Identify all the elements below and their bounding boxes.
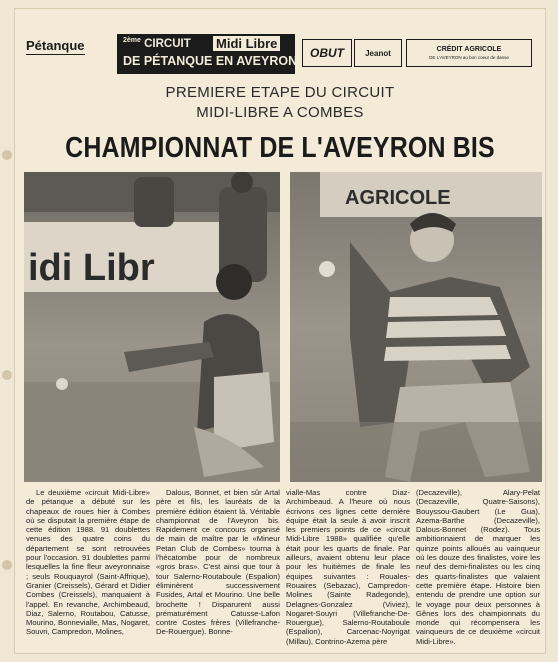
- article-column-4: [416, 488, 540, 646]
- photo-left-player: [24, 172, 280, 482]
- article-paragraph: Le deuxième «circuit Midi-Libre» de pétanque a débuté sur les chapeaux de roues hier à Combes où se disputait la première étape de cette édition 1988. 91 doublettes venues des quatre coins du département se sont retrouvées pour l'occasion. 91 doublettes parmi lesquelles la fine fleur aveyronnaise ; seuls Rouquayrol (Saint-Affrique), Granier (Creissels), Gérard et Didier Combes (Creissels), manquaient à l'appel. En revanche, Archimbeaud, Diaz, Salerno, Routabou, Catusse, Mourino, Bonnevialle, Mas, Nogaret, Souvri, Campredon, Molines,: [26, 488, 150, 637]
- sponsor-obut-logo: OBUT: [302, 39, 352, 67]
- photo-banner-text: AGRICOLE: [345, 187, 451, 209]
- credit-agricole-name: CRÉDIT AGRICOLE: [436, 46, 502, 53]
- photo-banner-text: idi Libr: [28, 247, 155, 289]
- headline: CHAMPIONNAT DE L'AVEYRON BIS: [65, 132, 495, 164]
- punch-hole: [2, 560, 12, 570]
- punch-hole: [2, 150, 12, 160]
- banner-ordinal: 2ème: [123, 37, 141, 44]
- banner-brand: Midi Libre: [213, 36, 280, 51]
- punch-hole: [2, 370, 12, 380]
- article-paragraph: Dalous, Bonnet, et bien sûr Artal père et fils, les lauréats de la première édition étaient là. Véritable championnat de l'Aveyron bis. Rapidement ce concours organisé de main de maître par le «Mineur Petan Club de Combes» tourna à l'hécatombe pour de nombreux «gros bras». C'est ainsi que tour à tour Salerno-Routaboule (Espalion) éliminèrent successivement Fusides, Artal et Mourino. Une belle brochette ! Disparurent aussi prématurément Catusse-Lafon contre Costes frères (Villefranche-De-Rouergue). Bonne-: [156, 488, 280, 637]
- subtitle-line2: MIDI-LIBRE A COMBES: [196, 104, 364, 121]
- banner-line1: [123, 37, 191, 50]
- photo-right-player: [290, 172, 542, 482]
- article-paragraph: (Decazeville), Alary-Pelat (Decazeville, Quatre-Saisons), Bouyssou-Gaubert (Le Gua), Azema-Barthe (Decazeville), Dalous-Bonnet (Rodez). Tous ambitionnaient de marquer les quinze points alloués au vainqueur où les douze des finalistes, voire les neuf des demi-finalistes ou les cinq des quarts-finalistes que valaient cette première étape. Histoire bien entendu de prendre une option sur le voyage pour deux personnes à Gênes lors des championnats du monde qui récompensera les vainqueurs de ce deuxième «circuit Midi-Libre».: [416, 488, 540, 646]
- newspaper-clipping: [14, 8, 546, 654]
- credit-agricole-sub: DE L'AVEYRON au bon coeur de danse: [429, 55, 509, 60]
- banner-circuit: CIRCUIT: [144, 37, 191, 50]
- subtitle-line1: PREMIERE ETAPE DU CIRCUIT: [165, 84, 395, 101]
- circuit-banner: [117, 34, 298, 74]
- banner-line2: DE PÉTANQUE EN AVEYRON: [123, 54, 298, 68]
- article-paragraph: vialle-Mas contre Diaz-Archimbeaud. A l'heure où nous écrivons ces lignes cette dernière équipe était la seule à avoir inscrit les premiers points de ce «circuit Midi-Libre 1988» qualifiée qu'elle était pour les quarts de finale. Par ailleurs, avaient obtenu leur place pour les huitièmes de finale les équipes suivantes : Rouales-Rouaires (Sebazac), Campredon-Molines (Sainte Radegonde), Delagnes-Gonzalez (Viviez), Nogaret-Souyri (Villefranche-De-Rouergue), Salerno-Routaboule (Espalion), Carcenac-Noyrigat (Millau), Contrino-Azema père: [286, 488, 410, 646]
- article-column-2: [156, 488, 280, 646]
- sponsor-jeanot-logo: Jeanot: [354, 39, 402, 67]
- sponsor-credit-agricole-logo: [406, 39, 532, 67]
- section-label: Pétanque: [26, 38, 85, 53]
- article-column-1: [26, 488, 150, 646]
- article-column-3: [286, 488, 410, 646]
